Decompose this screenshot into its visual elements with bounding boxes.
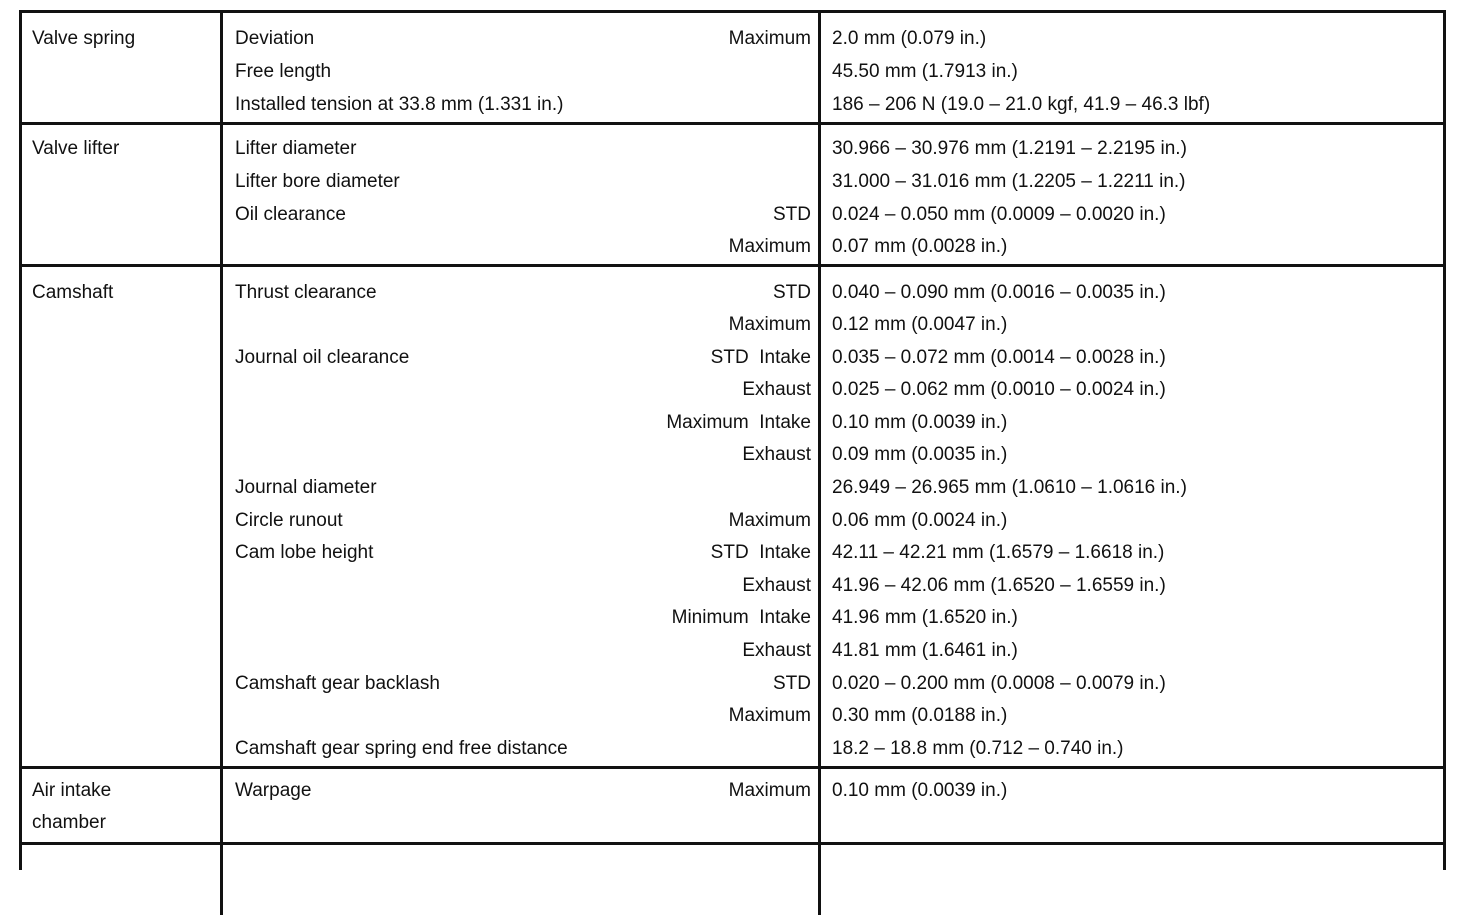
spec-condition: Maximum [728, 510, 811, 531]
spec-condition: Minimum Intake [671, 607, 811, 628]
spec-table [19, 10, 1446, 870]
spec-item: Cam lobe height [235, 542, 374, 563]
spec-row [22, 700, 1443, 732]
spec-row [22, 342, 1443, 374]
spec-value: 18.2 – 18.8 mm (0.712 – 0.740 in.) [832, 738, 1124, 759]
spec-value: 41.81 mm (1.6461 in.) [832, 640, 1018, 661]
spec-condition: Maximum [728, 236, 811, 257]
spec-value: 0.024 – 0.050 mm (0.0009 – 0.0020 in.) [832, 204, 1166, 225]
spec-item: Oil clearance [235, 204, 346, 225]
section-camshaft [22, 267, 1443, 769]
spec-value: 0.035 – 0.072 mm (0.0014 – 0.0028 in.) [832, 347, 1166, 368]
spec-value: 26.949 – 26.965 mm (1.0610 – 1.0616 in.) [832, 477, 1187, 498]
spec-row [22, 439, 1443, 471]
spec-row [22, 166, 1443, 198]
component-label: Air intake chamber [32, 780, 112, 833]
spec-value: 186 – 206 N (19.0 – 21.0 kgf, 41.9 – 46.3 lbf) [832, 94, 1211, 115]
spec-row [22, 407, 1443, 439]
spec-condition: STD [773, 282, 811, 303]
spec-condition: Maximum [728, 314, 811, 335]
spec-value: 0.040 – 0.090 mm (0.0016 – 0.0035 in.) [832, 282, 1166, 303]
component-label: Valve lifter [32, 138, 120, 159]
spec-condition: Exhaust [742, 379, 811, 400]
spec-value: 2.0 mm (0.079 in.) [832, 28, 987, 49]
spec-value: 0.10 mm (0.0039 in.) [832, 780, 1008, 801]
spec-row [22, 472, 1443, 504]
spec-row [22, 199, 1443, 231]
spec-row [22, 775, 1443, 807]
spec-value: 42.11 – 42.21 mm (1.6579 – 1.6618 in.) [832, 542, 1165, 563]
spec-row [22, 374, 1443, 406]
spec-row [22, 733, 1443, 765]
spec-row [22, 89, 1443, 121]
spec-row [22, 537, 1443, 569]
spec-value: 0.10 mm (0.0039 in.) [832, 412, 1008, 433]
spec-value: 31.000 – 31.016 mm (1.2205 – 1.2211 in.) [832, 171, 1186, 192]
spec-condition: Maximum [728, 705, 811, 726]
spec-value: 0.06 mm (0.0024 in.) [832, 510, 1008, 531]
spec-value: 41.96 mm (1.6520 in.) [832, 607, 1018, 628]
spec-item: Camshaft gear backlash [235, 673, 440, 694]
spec-condition: Maximum [728, 28, 811, 49]
spec-row [22, 635, 1443, 667]
spec-row [22, 602, 1443, 634]
spec-value: 0.09 mm (0.0035 in.) [832, 444, 1008, 465]
spec-condition: STD Intake [710, 347, 811, 368]
spec-row [22, 505, 1443, 537]
spec-condition: STD Intake [710, 542, 811, 563]
spec-item: Deviation [235, 28, 315, 49]
spec-value: 45.50 mm (1.7913 in.) [832, 61, 1018, 82]
spec-item: Thrust clearance [235, 282, 377, 303]
component-label: Valve spring [32, 28, 136, 49]
spec-condition: STD [773, 673, 811, 694]
spec-value: 0.07 mm (0.0028 in.) [832, 236, 1008, 257]
spec-row [22, 133, 1443, 165]
spec-row [22, 309, 1443, 341]
section-valve-spring [22, 13, 1443, 125]
spec-item: Circle runout [235, 510, 343, 531]
spec-value: 0.025 – 0.062 mm (0.0010 – 0.0024 in.) [832, 379, 1166, 400]
spec-item: Lifter diameter [235, 138, 357, 159]
spec-item: Lifter bore diameter [235, 171, 400, 192]
spec-row [22, 231, 1443, 263]
spec-condition: Maximum Intake [666, 412, 811, 433]
spec-row [22, 570, 1443, 602]
spec-value: 0.30 mm (0.0188 in.) [832, 705, 1008, 726]
spec-value: 30.966 – 30.976 mm (1.2191 – 2.2195 in.) [832, 138, 1187, 159]
spec-item: Installed tension at 33.8 mm (1.331 in.) [235, 94, 564, 115]
spec-row [22, 277, 1443, 309]
component-label: Camshaft [32, 282, 114, 303]
spec-row [22, 23, 1443, 55]
spec-item: Journal oil clearance [235, 347, 410, 368]
section-air-intake-chamber [22, 769, 1443, 845]
spec-item: Free length [235, 61, 332, 82]
section-continued [22, 845, 1443, 885]
spec-item: Journal diameter [235, 477, 377, 498]
spec-row [22, 668, 1443, 700]
spec-condition: Maximum [728, 780, 811, 801]
spec-value: 0.020 – 0.200 mm (0.0008 – 0.0079 in.) [832, 673, 1166, 694]
spec-value: 0.12 mm (0.0047 in.) [832, 314, 1008, 335]
spec-condition: STD [773, 204, 811, 225]
spec-row [22, 56, 1443, 88]
spec-condition: Exhaust [742, 444, 811, 465]
spec-item: Warpage [235, 780, 312, 801]
spec-item: Camshaft gear spring end free distance [235, 738, 568, 759]
section-valve-lifter [22, 125, 1443, 267]
spec-condition: Exhaust [742, 575, 811, 596]
spec-condition: Exhaust [742, 640, 811, 661]
spec-value: 41.96 – 42.06 mm (1.6520 – 1.6559 in.) [832, 575, 1166, 596]
